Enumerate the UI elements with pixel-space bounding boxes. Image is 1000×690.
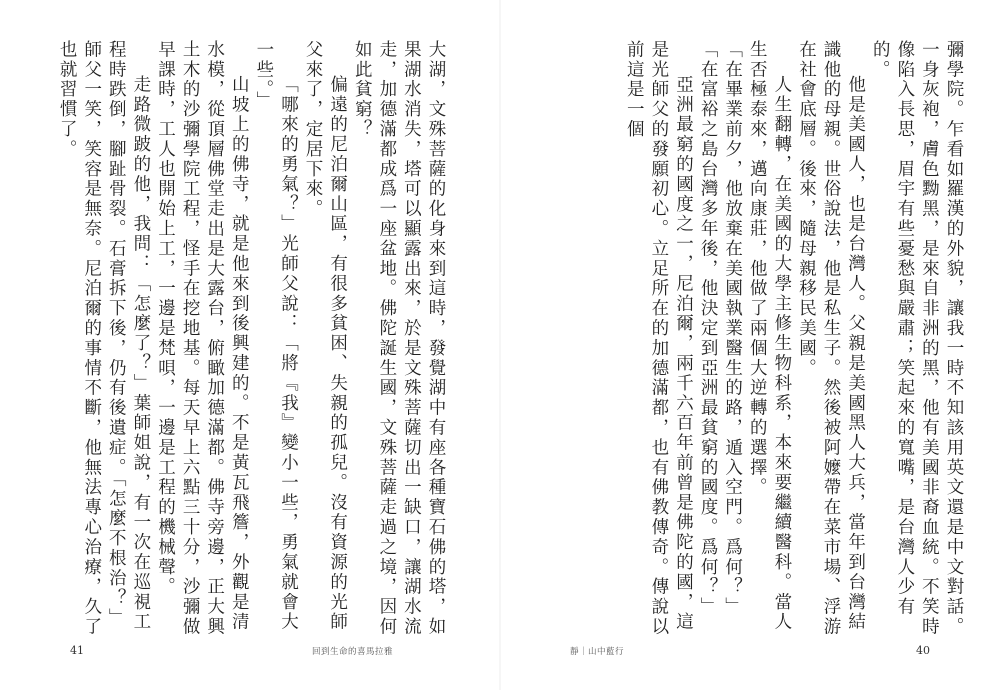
right-page <box>500 0 1000 690</box>
paragraph: 走路微跛的他，我問：「怎麼了？」葉師姐說，有一次在巡視工程時跌倒，腳趾骨裂。石膏拆下後，仍有後遺症。「怎麼不根治？」師父一笑，笑容是無奈。尼泊爾的事情不斷，他無法專心治療，久了也就習慣了。 <box>57 40 151 637</box>
paragraph: 他是美國人，也是台灣人。父親是美國黑人大兵，當年到台灣結識他的母親。世俗說法，他是私生子。然後被阿嬤帶在菜市場、浮游在社會底層。後來，隨母親移民美國。 <box>796 40 866 637</box>
paragraph: 人生翻轉，在美國的大學主修生物科系，本來要繼續醫科。當人生否極泰來，邁向康莊，他做了兩個大逆轉的選擇。 <box>747 40 792 633</box>
paragraph: 「哪來的勇氣？」光師父說：「將『我』變小一些，勇氣就會大一些。」 <box>253 40 299 633</box>
quote-line: 「在畢業前夕，他放棄在美國執業醫生的路，遁入空門。爲何？」 <box>722 40 743 618</box>
paragraph: 彌學院。乍看如羅漢的外貌，讓我一時不知該用英文還是中文對話。一身灰袍，膚色黝黑，是來自非洲的黑，他有美國非裔血統。不笑時像陷入長思，眉宇有些憂愁與嚴肅；笑起來的寬嘴，是台灣人少有的。 <box>870 40 964 637</box>
running-head: 回到生命的喜馬拉雅 <box>312 647 394 657</box>
paragraph: 偏遠的尼泊爾山區，有很多貧困、失親的孤兒。沒有資源的光師父來了，定居下來。 <box>303 40 348 633</box>
paragraph: 大湖，文殊菩薩的化身來到這時，發覺湖中有座各種寶石佛的塔，如果湖水消失，塔可以顯露出來，於是文殊菩薩切出一缺口，讓湖水流走，加德滿都成爲一座盆地。佛陀誕生國，文殊菩薩走過之境，因何如此貧窮？ <box>352 40 446 637</box>
paragraph: 山坡上的佛寺，就是他來到後興建的。不是黃瓦飛簷，外觀是清水模，從頂層佛堂走出是大露台，俯瞰加德滿都。佛寺旁邊，正大興土木的沙彌學院工程，怪手在挖地基。每天早上六點三十分，沙彌做早課時，工人也開始上工，一邊是梵唄，一邊是工程的機械聲。 <box>155 40 250 637</box>
right-text-block <box>526 40 966 640</box>
quote-line: 「在富裕之島台灣多年後，他決定到亞洲最貧窮的國度。爲何？」 <box>698 40 719 618</box>
running-head: 靜｜山中藍行 <box>570 647 625 657</box>
page-number: 41 <box>70 644 84 657</box>
paragraph: 亞洲最窮的國度之一，尼泊爾，兩千六百年前曾是佛陀的國，這是光師父的發願初心。立足所在的加德滿都，也有佛教傳奇。傳說以前這是一個 <box>624 40 694 637</box>
left-text-block <box>18 40 448 640</box>
page-number: 40 <box>916 644 930 657</box>
